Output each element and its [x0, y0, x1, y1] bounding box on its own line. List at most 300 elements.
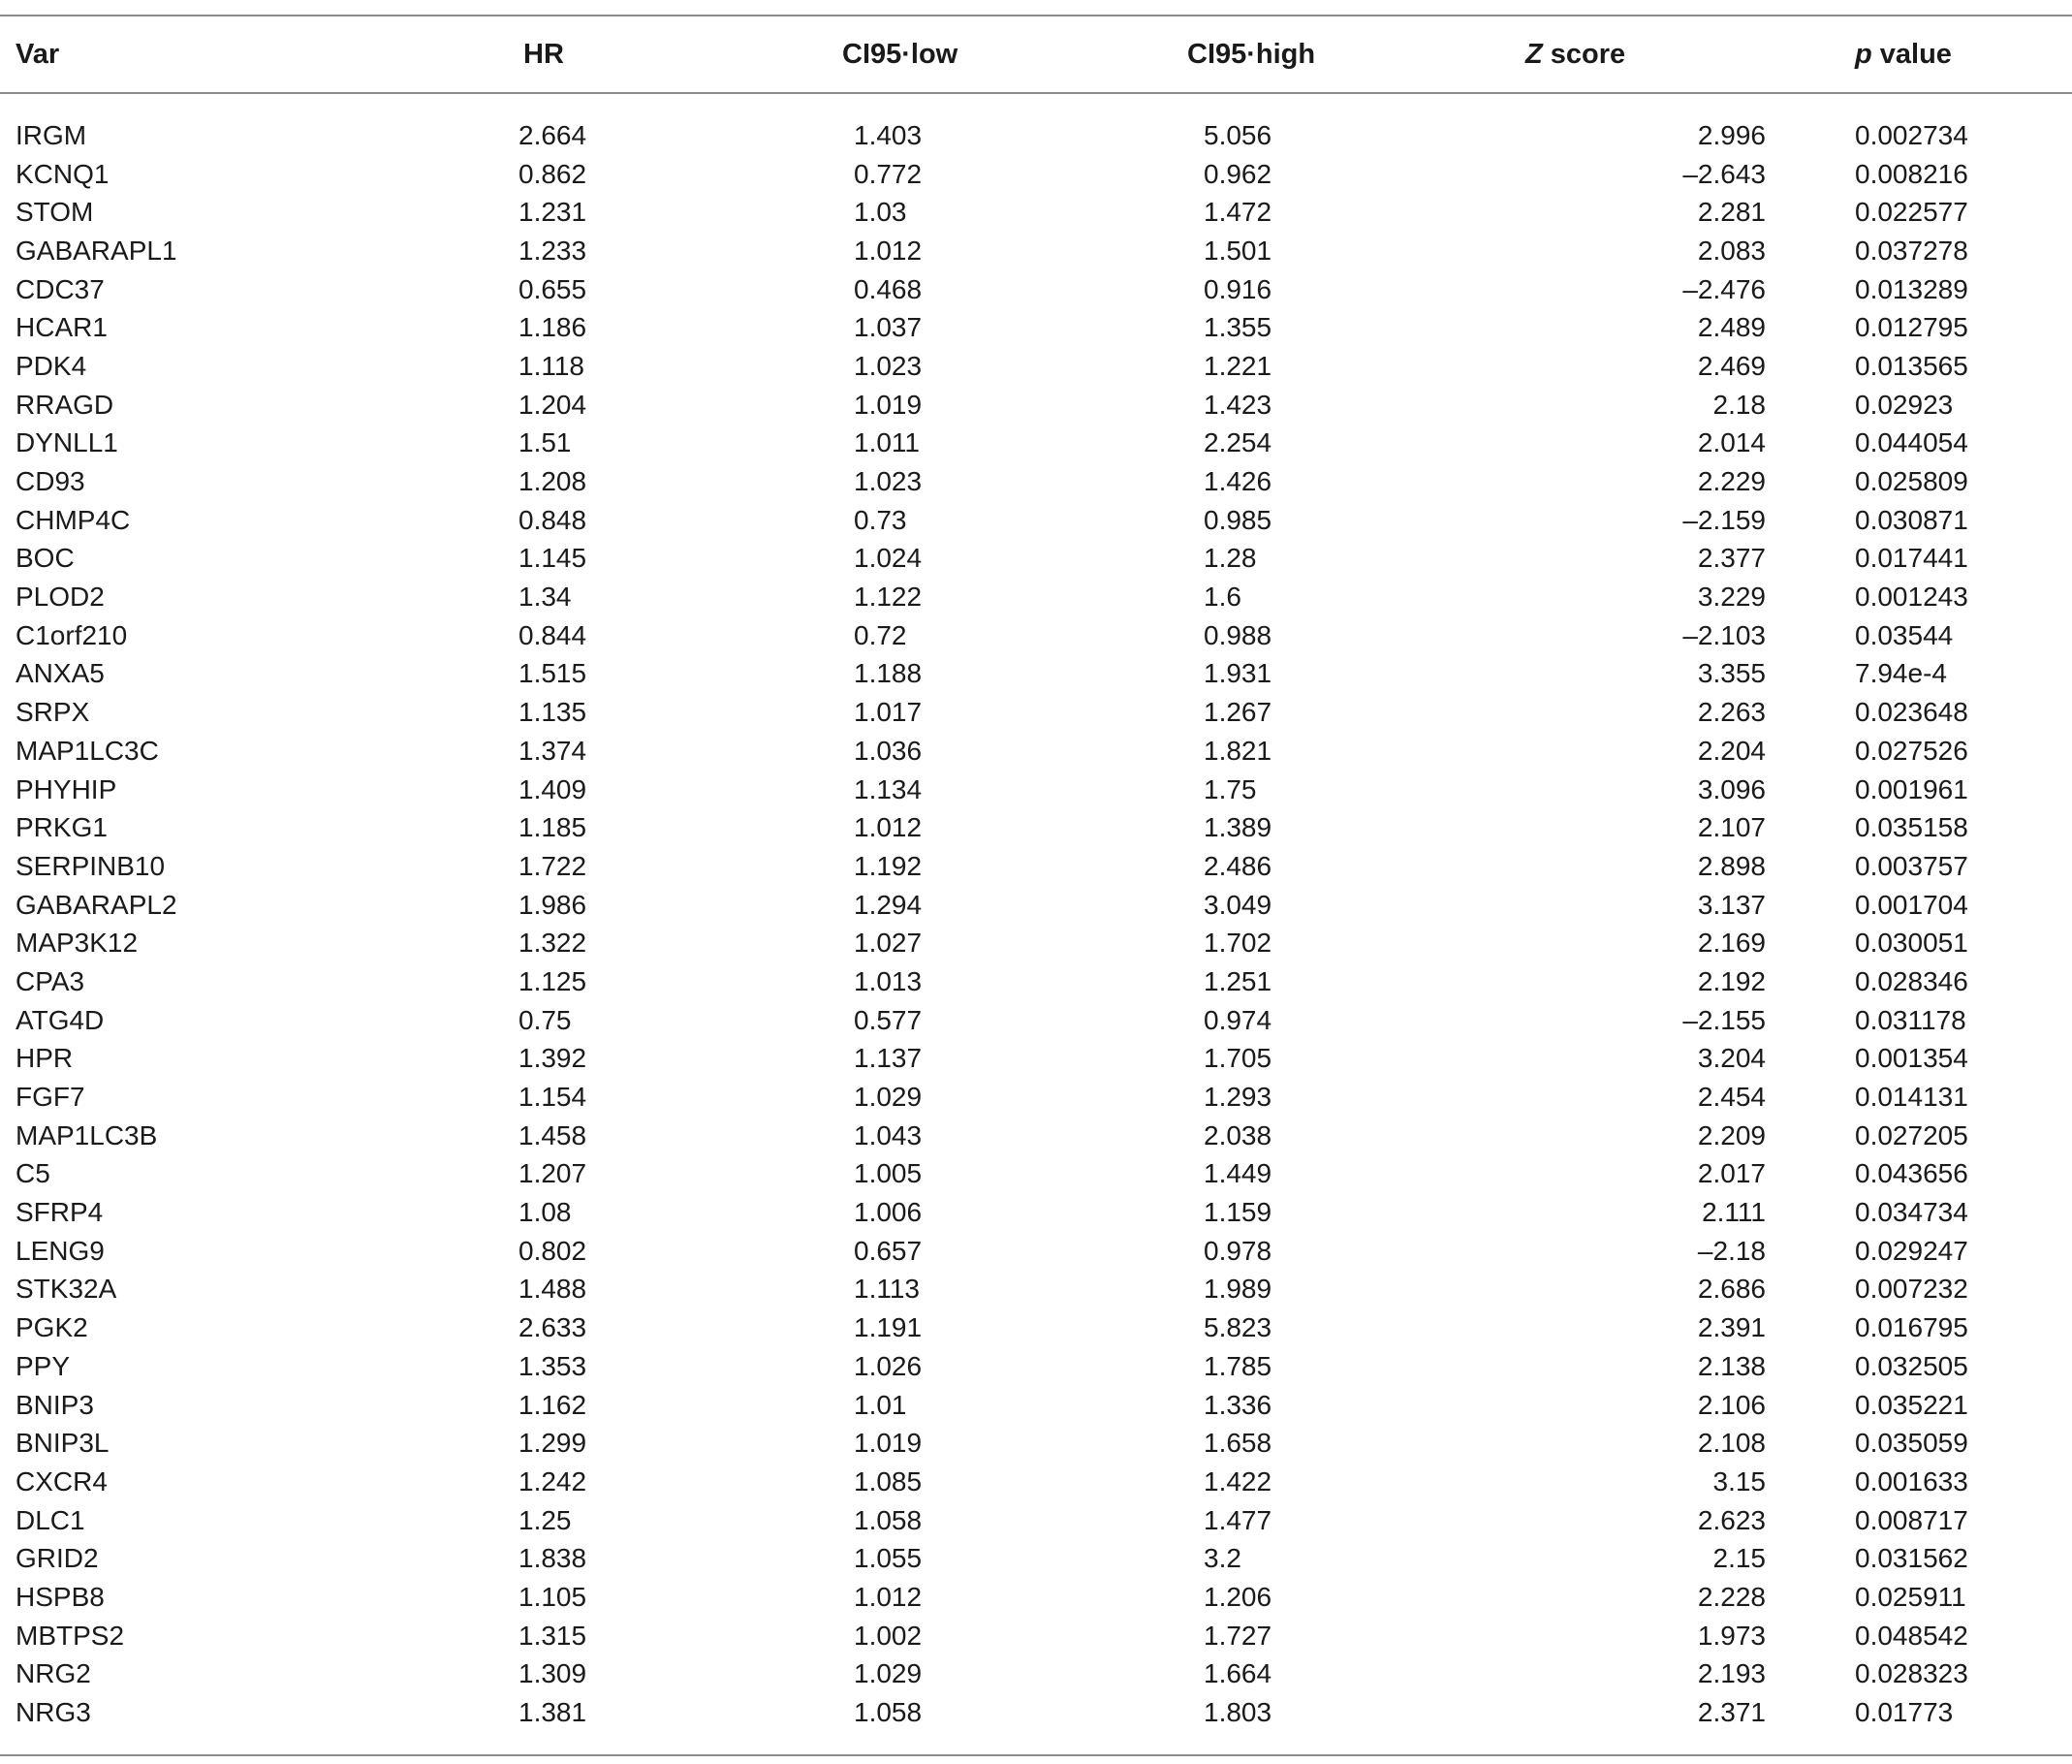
cell-hr: 0.655 [518, 273, 587, 304]
cell-ci_high: 2.486 [1204, 850, 1272, 881]
cell-ci_low: 1.188 [854, 658, 923, 689]
table-row [0, 501, 2072, 540]
cell-ci_low: 1.191 [854, 1312, 923, 1343]
table-row [0, 732, 2072, 771]
cell-ci_low: 1.055 [854, 1543, 923, 1574]
cell-hr: 1.838 [518, 1543, 587, 1574]
cell-ci_low: 1.026 [854, 1350, 923, 1381]
table-row [0, 155, 2072, 194]
cell-var: FGF7 [16, 1082, 85, 1113]
cell-ci_low: 0.72 [854, 619, 907, 650]
table-row [0, 1655, 2072, 1694]
cell-var: MBTPS2 [16, 1620, 125, 1651]
table-row [0, 1117, 2072, 1155]
table-row [0, 1463, 2072, 1501]
cell-z: –2.476 [1682, 273, 1766, 304]
cell-ci_high: 1.28 [1204, 543, 1257, 574]
cell-ci_low: 0.73 [854, 504, 907, 535]
column-header-var-text: Var [16, 38, 60, 70]
cell-ci_low: 1.019 [854, 1428, 923, 1459]
cell-p: 0.035158 [1855, 812, 1968, 843]
cell-hr: 1.207 [518, 1158, 587, 1189]
cell-hr: 1.105 [518, 1581, 587, 1612]
cell-p: 0.001243 [1855, 582, 1968, 613]
cell-p: 0.025809 [1855, 466, 1968, 497]
cell-var: BOC [16, 543, 75, 574]
cell-p: 0.001961 [1855, 773, 1968, 804]
cell-ci_high: 1.785 [1204, 1350, 1272, 1381]
table-row [0, 93, 2072, 155]
cell-ci_low: 1.294 [854, 889, 923, 920]
cell-z: 2.281 [1697, 197, 1766, 228]
cell-ci_low: 1.013 [854, 965, 923, 996]
cell-p: 0.023648 [1855, 697, 1968, 728]
cell-ci_high: 0.974 [1204, 1004, 1272, 1035]
cell-z: 2.204 [1697, 735, 1766, 766]
cell-var: CXCR4 [16, 1465, 108, 1496]
cell-z: 3.096 [1697, 773, 1766, 804]
cell-p: 0.035059 [1855, 1428, 1968, 1459]
cell-ci_low: 1.113 [854, 1274, 920, 1305]
cell-var: NRG2 [16, 1658, 91, 1689]
cell-ci_low: 1.192 [854, 850, 923, 881]
cell-z: 2.898 [1697, 850, 1766, 881]
table-row [0, 1424, 2072, 1463]
cell-p: 0.003757 [1855, 850, 1968, 881]
cell-ci_low: 1.085 [854, 1465, 923, 1496]
cell-z: 2.371 [1697, 1697, 1766, 1728]
cell-var: MAP1LC3C [16, 735, 159, 766]
cell-var: CDC37 [16, 273, 105, 304]
cell-ci_high: 1.293 [1204, 1082, 1272, 1113]
cell-ci_high: 5.056 [1204, 119, 1272, 150]
cell-z: 2.192 [1697, 965, 1766, 996]
cell-hr: 0.75 [518, 1004, 572, 1035]
cell-ci_high: 1.821 [1204, 735, 1272, 766]
cell-p: 0.013565 [1855, 350, 1968, 381]
cell-ci_high: 1.477 [1204, 1504, 1272, 1535]
cell-ci_low: 1.023 [854, 466, 923, 497]
table-row [0, 886, 2072, 925]
cell-ci_low: 1.002 [854, 1620, 923, 1651]
table-body [0, 93, 2072, 1755]
cell-var: DYNLL1 [16, 427, 118, 458]
cell-ci_low: 1.043 [854, 1119, 923, 1150]
cell-ci_low: 1.029 [854, 1658, 923, 1689]
cell-p: 0.043656 [1855, 1158, 1968, 1189]
column-header-ci_high-text: CI95·high [1187, 38, 1316, 70]
cell-var: GABARAPL1 [16, 235, 177, 266]
cell-ci_low: 0.772 [854, 158, 923, 189]
cell-z: 2.229 [1697, 466, 1766, 497]
table-row [0, 462, 2072, 501]
cell-ci_low: 1.024 [854, 543, 923, 574]
cell-ci_low: 1.023 [854, 350, 923, 381]
cell-p: 7.94e-4 [1855, 658, 1947, 689]
table-row [0, 1347, 2072, 1386]
cell-ci_high: 5.823 [1204, 1312, 1272, 1343]
table-row [0, 962, 2072, 1001]
table-row [0, 270, 2072, 309]
cell-p: 0.028323 [1855, 1658, 1968, 1689]
table-row [0, 386, 2072, 425]
table-row [0, 540, 2072, 579]
cell-ci_low: 1.122 [854, 582, 923, 613]
cell-var: NRG3 [16, 1697, 91, 1728]
cell-ci_low: 1.036 [854, 735, 923, 766]
cell-var: BNIP3 [16, 1389, 94, 1420]
cell-z: –2.103 [1682, 619, 1766, 650]
cell-hr: 2.664 [518, 119, 587, 150]
cell-var: STOM [16, 197, 94, 228]
cell-hr: 1.986 [518, 889, 587, 920]
cell-var: PLOD2 [16, 582, 105, 613]
cell-z: –2.159 [1682, 504, 1766, 535]
table-row [0, 1501, 2072, 1540]
cell-z: 2.263 [1697, 697, 1766, 728]
cell-hr: 1.488 [518, 1274, 587, 1305]
cell-ci_high: 1.159 [1204, 1197, 1272, 1228]
cell-hr: 1.208 [518, 466, 587, 497]
cell-p: 0.008717 [1855, 1504, 1968, 1535]
column-header-p-italic: p [1855, 38, 1872, 70]
table-row [0, 232, 2072, 270]
cell-z: 2.454 [1697, 1082, 1766, 1113]
cell-var: ATG4D [16, 1004, 105, 1035]
cell-p: 0.034734 [1855, 1197, 1968, 1228]
cell-hr: 1.299 [518, 1428, 587, 1459]
cell-var: C1orf210 [16, 619, 128, 650]
cell-ci_high: 1.389 [1204, 812, 1272, 843]
table-row [0, 1040, 2072, 1079]
table-row [0, 1155, 2072, 1194]
cell-hr: 1.08 [518, 1197, 572, 1228]
cell-p: 0.048542 [1855, 1620, 1968, 1651]
cell-ci_high: 3.2 [1204, 1543, 1241, 1574]
cell-var: ANXA5 [16, 658, 105, 689]
cell-var: BNIP3L [16, 1428, 110, 1459]
cell-ci_low: 1.005 [854, 1158, 923, 1189]
cell-ci_high: 1.931 [1204, 658, 1272, 689]
cell-ci_low: 1.403 [854, 119, 923, 150]
cell-ci_high: 1.705 [1204, 1043, 1272, 1074]
cell-p: 0.001704 [1855, 889, 1968, 920]
cell-p: 0.017441 [1855, 543, 1968, 574]
cell-ci_high: 1.75 [1204, 773, 1257, 804]
table-row [0, 924, 2072, 962]
cell-ci_low: 1.006 [854, 1197, 923, 1228]
table-row [0, 1193, 2072, 1232]
cell-var: LENG9 [16, 1235, 105, 1266]
table-row [0, 1232, 2072, 1271]
cell-var: HCAR1 [16, 312, 108, 343]
cell-var: HSPB8 [16, 1581, 105, 1612]
cell-hr: 1.125 [518, 965, 587, 996]
cell-var: KCNQ1 [16, 158, 110, 189]
cell-p: 0.029247 [1855, 1235, 1968, 1266]
cell-var: RRAGD [16, 389, 114, 420]
table-row [0, 1617, 2072, 1655]
cell-z: 1.973 [1697, 1620, 1766, 1651]
cell-var: CPA3 [16, 965, 85, 996]
cell-p: 0.030871 [1855, 504, 1968, 535]
cell-ci_high: 1.336 [1204, 1389, 1272, 1420]
cell-ci_low: 0.577 [854, 1004, 923, 1035]
cell-p: 0.01773 [1855, 1697, 1954, 1728]
cell-var: GRID2 [16, 1543, 99, 1574]
cell-var: PPY [16, 1350, 71, 1381]
table-row [0, 1693, 2072, 1755]
cell-ci_low: 1.058 [854, 1504, 923, 1535]
cell-z: 2.107 [1697, 812, 1766, 843]
cell-z: –2.18 [1697, 1235, 1766, 1266]
cell-z: 2.108 [1697, 1428, 1766, 1459]
table-header [0, 16, 2072, 93]
cell-ci_high: 0.916 [1204, 273, 1272, 304]
cell-ci_low: 1.134 [854, 773, 923, 804]
column-header-var [0, 16, 518, 93]
cell-z: 2.083 [1697, 235, 1766, 266]
cell-z: 2.489 [1697, 312, 1766, 343]
cell-ci_low: 1.019 [854, 389, 923, 420]
cell-var: PGK2 [16, 1312, 88, 1343]
column-header-ci_low-text: CI95·low [842, 38, 958, 70]
cell-p: 0.03544 [1855, 619, 1954, 650]
cell-p: 0.035221 [1855, 1389, 1968, 1420]
cell-ci_low: 1.012 [854, 235, 923, 266]
cell-ci_low: 1.01 [854, 1389, 907, 1420]
cell-var: DLC1 [16, 1504, 85, 1535]
cell-z: 2.377 [1697, 543, 1766, 574]
cell-p: 0.022577 [1855, 197, 1968, 228]
table-row [0, 847, 2072, 886]
cell-hr: 1.162 [518, 1389, 587, 1420]
cell-ci_high: 2.254 [1204, 427, 1272, 458]
cell-hr: 1.409 [518, 773, 587, 804]
cell-p: 0.025911 [1855, 1581, 1966, 1612]
cell-z: 3.137 [1697, 889, 1766, 920]
cell-ci_high: 1.422 [1204, 1465, 1272, 1496]
cell-p: 0.016795 [1855, 1312, 1968, 1343]
column-header-ci_low [841, 16, 1187, 93]
cell-var: MAP1LC3B [16, 1119, 158, 1150]
cell-var: STK32A [16, 1274, 117, 1305]
cell-z: 2.169 [1697, 928, 1766, 959]
cell-var: SRPX [16, 697, 90, 728]
column-header-z-text: score [1542, 38, 1626, 70]
cell-ci_high: 1.206 [1204, 1581, 1272, 1612]
cell-ci_high: 1.251 [1204, 965, 1272, 996]
table-row [0, 771, 2072, 809]
cell-ci_high: 1.664 [1204, 1658, 1272, 1689]
cell-var: CD93 [16, 466, 85, 497]
cell-p: 0.028346 [1855, 965, 1968, 996]
cell-var: HPR [16, 1043, 74, 1074]
table-row [0, 1539, 2072, 1578]
table-row [0, 1001, 2072, 1040]
cell-z: –2.155 [1682, 1004, 1766, 1035]
cell-var: PHYHIP [16, 773, 117, 804]
cell-ci_high: 1.267 [1204, 697, 1272, 728]
cell-ci_high: 1.221 [1204, 350, 1272, 381]
cell-var: MAP3K12 [16, 928, 139, 959]
cell-var: CHMP4C [16, 504, 131, 535]
cell-z: 2.209 [1697, 1119, 1766, 1150]
table-row [0, 347, 2072, 386]
cell-hr: 1.458 [518, 1119, 587, 1150]
cell-ci_low: 1.012 [854, 1581, 923, 1612]
table-row [0, 693, 2072, 732]
cell-hr: 1.185 [518, 812, 587, 843]
cell-ci_low: 1.012 [854, 812, 923, 843]
cell-ci_high: 1.702 [1204, 928, 1272, 959]
cell-ci_high: 1.426 [1204, 466, 1272, 497]
cell-z: 2.014 [1697, 427, 1766, 458]
cell-hr: 0.848 [518, 504, 587, 535]
cell-p: 0.001354 [1855, 1043, 1968, 1074]
cell-p: 0.013289 [1855, 273, 1968, 304]
cell-ci_low: 1.011 [854, 427, 920, 458]
cell-hr: 1.242 [518, 1465, 587, 1496]
cell-ci_low: 1.058 [854, 1697, 923, 1728]
cell-p: 0.001633 [1855, 1465, 1968, 1496]
cell-z: –2.643 [1682, 158, 1766, 189]
cell-ci_high: 0.985 [1204, 504, 1272, 535]
cell-p: 0.002734 [1855, 119, 1968, 150]
cell-ci_high: 1.355 [1204, 312, 1272, 343]
column-header-ci_high [1187, 16, 1521, 93]
cell-hr: 1.315 [518, 1620, 587, 1651]
cell-z: 2.686 [1697, 1274, 1766, 1305]
cell-z: 2.193 [1697, 1658, 1766, 1689]
cell-z: 3.204 [1697, 1043, 1766, 1074]
column-header-z [1521, 16, 1855, 93]
cell-p: 0.031562 [1855, 1543, 1968, 1574]
table-row [0, 425, 2072, 463]
column-header-hr-text: HR [523, 38, 564, 70]
cell-ci_low: 0.468 [854, 273, 923, 304]
table-row [0, 193, 2072, 232]
cell-hr: 1.118 [518, 350, 584, 381]
cell-p: 0.014131 [1855, 1082, 1968, 1113]
cell-hr: 1.353 [518, 1350, 587, 1381]
cell-p: 0.031178 [1855, 1004, 1966, 1035]
cell-var: SERPINB10 [16, 850, 166, 881]
cell-p: 0.007232 [1855, 1274, 1968, 1305]
cell-hr: 1.322 [518, 928, 587, 959]
cell-hr: 0.802 [518, 1235, 587, 1266]
cell-p: 0.044054 [1855, 427, 1968, 458]
cell-hr: 1.231 [518, 197, 587, 228]
cell-ci_high: 1.501 [1204, 235, 1272, 266]
cell-var: GABARAPL2 [16, 889, 177, 920]
cell-hr: 1.392 [518, 1043, 587, 1074]
cell-ci_high: 1.727 [1204, 1620, 1272, 1651]
cell-z: 3.15 [1712, 1465, 1766, 1496]
cell-p: 0.027526 [1855, 735, 1968, 766]
cell-p: 0.02923 [1855, 389, 1954, 420]
cell-ci_high: 0.978 [1204, 1235, 1272, 1266]
table-row [0, 655, 2072, 694]
cell-ci_low: 1.137 [854, 1043, 923, 1074]
cell-var: IRGM [16, 119, 87, 150]
cell-p: 0.030051 [1855, 928, 1968, 959]
cell-z: 2.623 [1697, 1504, 1766, 1535]
column-header-p [1855, 16, 2072, 93]
cell-hr: 1.34 [518, 582, 572, 613]
table-row [0, 1271, 2072, 1309]
cell-z: 2.18 [1712, 389, 1766, 420]
cell-hr: 1.722 [518, 850, 587, 881]
cell-z: 2.996 [1697, 119, 1766, 150]
cell-z: 3.229 [1697, 582, 1766, 613]
cell-ci_high: 1.449 [1204, 1158, 1272, 1189]
table-row [0, 616, 2072, 655]
cell-ci_low: 1.029 [854, 1082, 923, 1113]
column-header-z-italic: Z [1525, 38, 1543, 70]
table-row [0, 1078, 2072, 1117]
cell-hr: 2.633 [518, 1312, 587, 1343]
cell-ci_low: 0.657 [854, 1235, 923, 1266]
cell-z: 2.391 [1697, 1312, 1766, 1343]
cell-z: 2.138 [1697, 1350, 1766, 1381]
cell-hr: 1.204 [518, 389, 587, 420]
cell-ci_high: 2.038 [1204, 1119, 1272, 1150]
cell-p: 0.032505 [1855, 1350, 1968, 1381]
table-row [0, 578, 2072, 616]
cell-ci_high: 0.988 [1204, 619, 1272, 650]
cell-ci_high: 3.049 [1204, 889, 1272, 920]
table-row [0, 1578, 2072, 1617]
cell-z: 2.106 [1697, 1389, 1766, 1420]
cell-ci_high: 1.423 [1204, 389, 1272, 420]
cell-z: 2.017 [1697, 1158, 1766, 1189]
cell-var: C5 [16, 1158, 50, 1189]
cell-var: SFRP4 [16, 1197, 104, 1228]
cell-p: 0.027205 [1855, 1119, 1968, 1150]
cell-p: 0.037278 [1855, 235, 1968, 266]
table-row [0, 1308, 2072, 1347]
cell-ci_high: 1.658 [1204, 1428, 1272, 1459]
cell-hr: 1.233 [518, 235, 587, 266]
table-row [0, 1386, 2072, 1425]
cell-hr: 1.154 [518, 1082, 587, 1113]
cell-hr: 0.862 [518, 158, 587, 189]
results-table [0, 15, 2072, 1756]
cell-ci_high: 0.962 [1204, 158, 1272, 189]
cell-z: 2.469 [1697, 350, 1766, 381]
column-header-hr [518, 16, 841, 93]
column-header-p-text: value [1871, 38, 1952, 70]
header-row [0, 16, 2072, 93]
cell-hr: 1.309 [518, 1658, 587, 1689]
cell-z: 3.355 [1697, 658, 1766, 689]
cell-var: PDK4 [16, 350, 87, 381]
cell-hr: 1.515 [518, 658, 587, 689]
cell-z: 2.228 [1697, 1581, 1766, 1612]
cell-z: 2.111 [1702, 1197, 1766, 1228]
cell-hr: 1.25 [518, 1504, 572, 1535]
cell-hr: 1.135 [518, 697, 587, 728]
cell-var: PRKG1 [16, 812, 108, 843]
cell-hr: 1.381 [518, 1697, 587, 1728]
cell-hr: 1.374 [518, 735, 587, 766]
cell-p: 0.012795 [1855, 312, 1968, 343]
cell-ci_high: 1.6 [1204, 582, 1241, 613]
cell-ci_high: 1.989 [1204, 1274, 1272, 1305]
cell-ci_low: 1.037 [854, 312, 923, 343]
table-row [0, 308, 2072, 347]
